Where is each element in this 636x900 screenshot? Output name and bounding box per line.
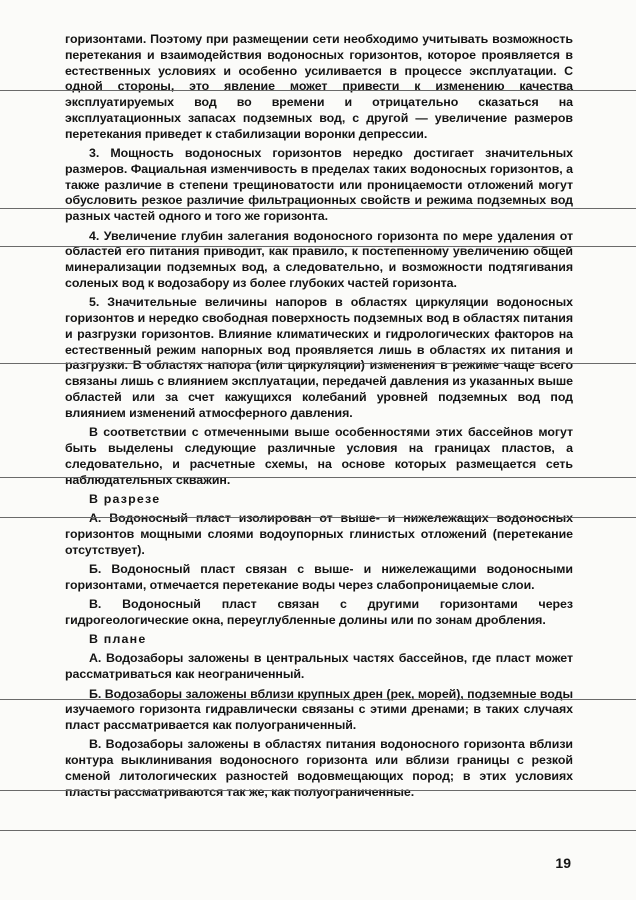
scan-rule-line: [0, 246, 636, 247]
paragraph-conditions: В соответствии с отмеченными выше особенностями этих бассейнов могут быть выделены следующие различные условия на границах пластов, а следовательно, и расчетные схемы, на основе которых размещается сеть наблюдательных скважин.: [65, 425, 573, 487]
paragraph-plan-v: В. Водозаборы заложены в областях питания водоносного горизонта вблизи контура выклинивания водоносного горизонта или вблизи границы с резкой сменой литологических разностей водовмещающих пород; в этих условиях пласты рассматриваются так же, как полуограниченные.: [65, 737, 573, 799]
scan-rule-line: [0, 790, 636, 791]
scan-rule-line: [0, 363, 636, 364]
paragraph-plan-a: А. Водозаборы заложены в центральных частях бассейнов, где пласт может рассматриваться как неограниченный.: [65, 651, 573, 682]
scan-rule-line: [0, 517, 636, 518]
paragraph-item-4: 4. Увеличение глубин залегания водоносного горизонта по мере удаления от областей его питания приводит, как правило, к постепенному увеличению общей минерализации подземных вод, а следовательно, и возможности подтягивания соленых вод к водозабору из более глубоких частей горизонта.: [65, 228, 573, 290]
scan-rule-line: [0, 90, 636, 91]
paragraph-item-5: 5. Значительные величины напоров в областях циркуляции водоносных горизонтов и нередко свободная поверхность подземных вод в областях питания и разгрузки горизонтов. Влияние климатических и гидрологических факторов на естественный режим напорных вод проявляется лишь в областях их питания и разгрузки. В областях напора (или циркуляции) изменения в режиме чаще всего связаны лишь с влиянием эксплуатации, передачей давления из указанных выше областей или за счет кажущихся колебаний уровней подземных вод под влиянием изменений атмосферного давления.: [65, 295, 573, 420]
heading-plan-view: В плане: [89, 632, 147, 647]
scan-rule-line: [0, 830, 636, 831]
scan-rule-line: [0, 477, 636, 478]
page-number: 19: [555, 855, 571, 871]
scan-rule-line: [0, 699, 636, 700]
paragraph-section-b: Б. Водоносный пласт связан с выше- и нижележащими водоносными горизонтами, отмечается перетекание воды через слабопроницаемые слои.: [65, 562, 573, 592]
paragraph-intro: горизонтами. Поэтому при размещении сети необходимо учитывать возможность перетекания и взаимодействия водоносных горизонтов, которое проявляется в естественных условиях и особенно усиливается в процессе эксплуатации. С одной стороны, это явление может привести к изменению качества эксплуатируемых вод во времени и отрицательно сказаться на эксплуатационных запасах подземных вод, с другой — увеличение размеров перетекания приведет к стабилизации воронки депрессии.: [65, 32, 573, 141]
paragraph-plan-b: Б. Водозаборы заложены вблизи крупных дрен (рек, морей), подземные воды изучаемого горизонта гидравлически связаны с этими дренами; в таких случаях пласт рассматривается как полуограниченный.: [65, 686, 573, 733]
scan-rule-line: [0, 208, 636, 209]
paragraph-item-3: 3. Мощность водоносных горизонтов нередко достигает значительных размеров. Фациальная изменчивость в пределах таких водоносных горизонтов, а также различие в степени трещиноватости или проницаемости отложений могут обусловить резкое различие фильтрационных свойств и режима подземных вод разных частей одного и того же горизонта.: [65, 146, 573, 224]
paragraph-section-a: А. Водоносный пласт изолирован от выше- и нижележащих водоносных горизонтов мощными слоями водоупорных глинистых отложений (перетекание отсутствует).: [65, 511, 573, 557]
page-text: [65, 32, 573, 804]
paragraph-section-v: В. Водоносный пласт связан с другими горизонтами через гидрогеологические окна, переуглубленные долины или по зонам дробления.: [65, 597, 573, 627]
heading-section-cut: В разрезе: [89, 491, 161, 506]
